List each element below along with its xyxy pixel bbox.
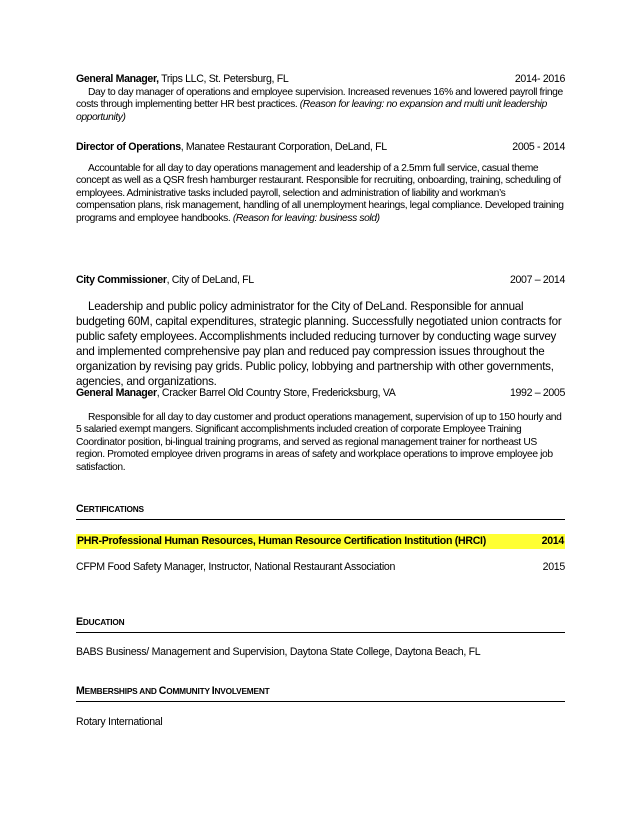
membership-item	[76, 716, 565, 729]
job-entry	[76, 73, 565, 124]
job-description	[76, 87, 565, 124]
job-header	[76, 274, 565, 287]
job-description-text: Responsible for all day to day customer and product operations management, supervision of up to 150 hourly and 5 salaried exempt mangers. Significant accomplishments included creation of corporate Employee Training Coordinator position, bi-lingual training programs, and served as regional management trainer for northeast US region. Promoted employee driven programs in areas of safety and workplace operations to improve employee job satisfaction.	[76, 412, 562, 473]
job-description	[76, 299, 565, 389]
section-heading: CERTIFICATIONS	[76, 503, 565, 520]
job-header	[76, 73, 565, 86]
job-dates: 2014- 2016	[514, 73, 565, 85]
job-entry	[76, 141, 565, 225]
job-employer: , Manatee Restaurant Corporation, DeLand, FL	[180, 141, 387, 153]
job-reason: (Reason for leaving: no expansion and multi unit leadership opportunity)	[76, 99, 547, 123]
job-dates: 2005 - 2014	[512, 141, 565, 153]
job-employer: , City of DeLand, FL	[166, 274, 254, 286]
job-dates: 2007 – 2014	[509, 274, 565, 286]
job-description-text: Leadership and public policy administrator for the City of DeLand. Responsible for annual budgeting 60M, capital expenditures, strategic planning. Successfully negotiated union contracts for public safety employees. Accomplishments included reducing turnover by conducting wage survey and implemented comprehensive pay plan and reduced pay compression issues throughout the organization by revising pay grids. Public policy, lobbying and partnership with other governments, agencies, and organizations.	[76, 300, 562, 388]
job-entry	[76, 274, 565, 389]
education-text: BABS Business/ Management and Supervision, Daytona State College, Daytona Beach, FL	[76, 646, 481, 658]
job-header	[76, 387, 565, 400]
section-heading: EDUCATION	[76, 616, 565, 633]
job-dates: 1992 – 2005	[509, 387, 565, 399]
job-description	[76, 412, 565, 474]
job-description-text: Accountable for all day to day operations management and leadership of a 2.5mm full service, casual theme concept as well as a QSR fresh hamburger restaurant. Responsible for recruiting, onboarding, training, scheduling of employees. Administrative tasks included payroll, selection and administration of liability and workman’s compensation plans, risk management, handling of all unemployment hearings, legal compliance. Developed training programs and employee handbooks.	[76, 163, 564, 224]
membership-text: Rotary International	[76, 716, 163, 728]
job-title-line	[76, 73, 288, 86]
job-title-line	[76, 274, 254, 287]
job-title: General Manager	[76, 387, 157, 399]
job-title: General Manager,	[76, 73, 159, 85]
education-item	[76, 646, 565, 659]
certification-item	[76, 534, 565, 549]
job-title-line	[76, 141, 387, 154]
job-employer: , Cracker Barrel Old Country Store, Fredericksburg, VA	[156, 387, 396, 399]
job-employer: Trips LLC, St. Petersburg, FL	[158, 73, 289, 85]
certification-year: 2014	[541, 535, 564, 547]
job-title: City Commissioner	[76, 274, 167, 286]
job-reason: (Reason for leaving: business sold)	[232, 212, 380, 224]
section-heading: MEMBERSHIPS AND COMMUNITY INVOLVEMENT	[76, 685, 565, 702]
job-title: Director of Operations	[76, 141, 181, 153]
certification-name: PHR-Professional Human Resources, Human Resource Certification Institution (HRCI)	[76, 534, 540, 549]
certification-year: 2015	[542, 561, 565, 573]
certifications-section	[76, 503, 565, 574]
memberships-section	[76, 685, 565, 729]
certification-name: CFPM Food Safety Manager, Instructor, National Restaurant Association	[76, 561, 396, 573]
certification-item	[76, 561, 565, 574]
job-header	[76, 141, 565, 154]
job-description	[76, 163, 565, 225]
job-description-text: Day to day manager of operations and employee supervision. Increased revenues 16% and lowered payroll fringe costs through implementing better HR best practices.	[76, 87, 563, 111]
job-entry	[76, 387, 565, 474]
education-section	[76, 616, 565, 659]
job-title-line	[76, 387, 396, 400]
